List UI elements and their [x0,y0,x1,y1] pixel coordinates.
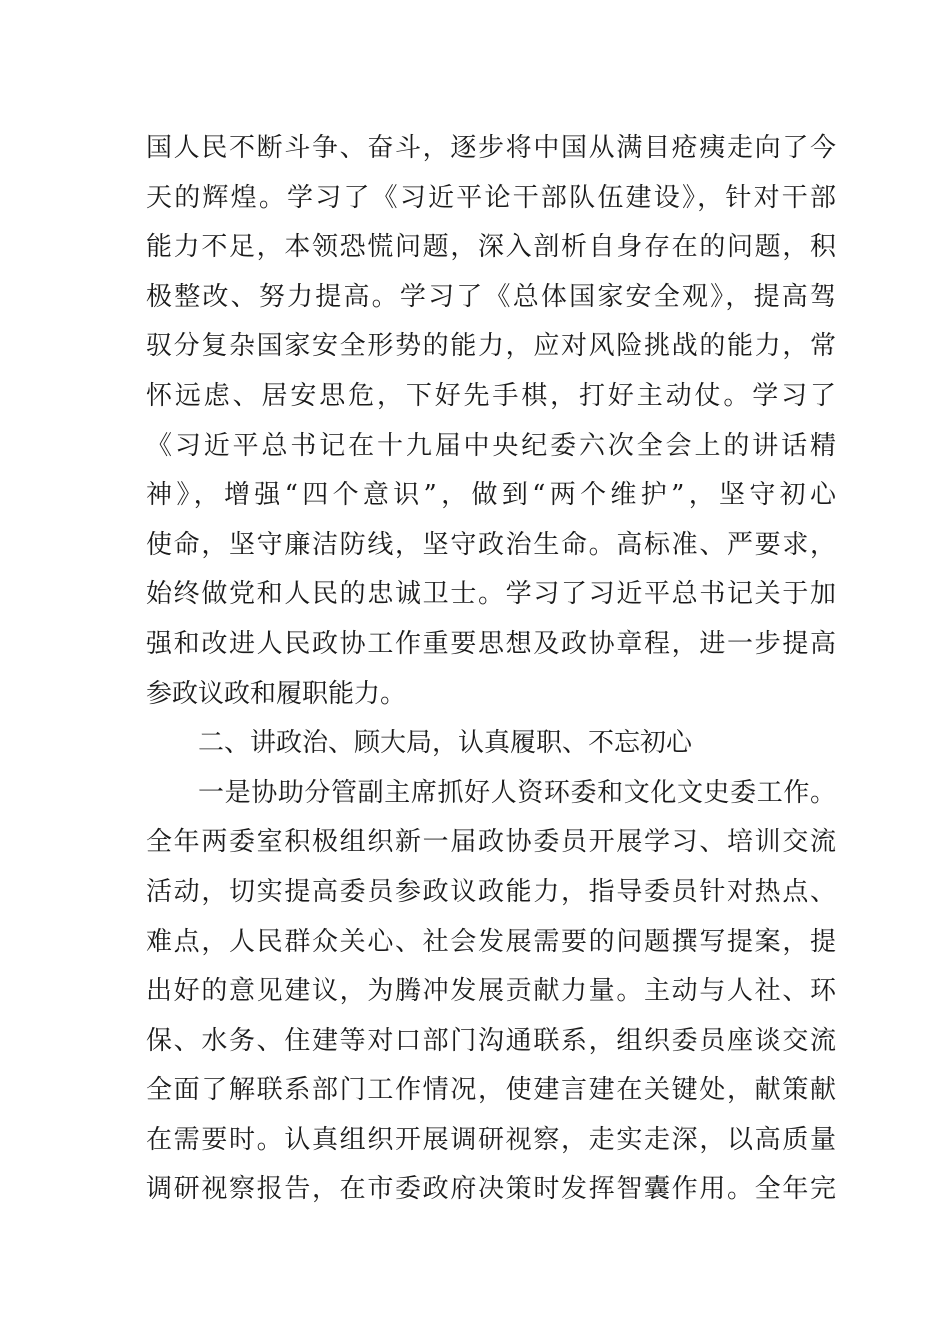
text-line: 出好的意见建议，为腾冲发展贡献力量。主动与人社、环 [146,976,836,1007]
text-line: 全年两委室积极组织新一届政协委员开展学习、培训交流 [146,827,836,858]
text-line: 强和改进人民政协工作重要思想及政协章程，进一步提高 [146,628,836,659]
text-line: 极整改、努力提高。学习了《总体国家安全观》，提高驾 [146,281,836,312]
text-line: 天的辉煌。学习了《习近平论干部队伍建设》，针对干部 [146,182,836,213]
text-line: 二、讲政治、顾大局，认真履职、不忘初心 [198,728,693,759]
text-line: 难点，人民群众关心、社会发展需要的问题撰写提案，提 [146,926,836,957]
text-line: 活动，切实提高委员参政议政能力，指导委员针对热点、 [146,876,836,907]
document-body [146,124,836,1215]
text-line: 调研视察报告，在市委政府决策时发挥智囊作用。全年完 [146,1174,836,1205]
text-line: 神》，增强“四个意识”，做到“两个维护”，坚守初心 [146,480,836,511]
text-line: 始终做党和人民的忠诚卫士。学习了习近平总书记关于加 [146,579,836,610]
text-line: 在需要时。认真组织开展调研视察，走实走深，以高质量 [146,1124,836,1155]
text-line: 全面了解联系部门工作情况，使建言建在关键处，献策献 [146,1075,836,1106]
text-line: 使命，坚守廉洁防线，坚守政治生命。高标准、严要求， [146,529,836,560]
text-line: 国人民不断斗争、奋斗，逐步将中国从满目疮痍走向了今 [146,133,836,163]
text-line: 驭分复杂国家安全形势的能力，应对风险挑战的能力，常 [146,331,836,362]
text-line: 怀远虑、居安思危，下好先手棋，打好主动仗。学习了 [146,380,836,411]
text-line: 保、水务、住建等对口部门沟通联系，组织委员座谈交流 [146,1025,836,1056]
text-line: 参政议政和履职能力。 [146,678,407,709]
text-line: 《习近平总书记在十九届中央纪委六次全会上的讲话精 [146,430,836,461]
text-line: 一是协助分管副主席抓好人资环委和文化文史委工作。 [198,777,836,808]
text-line: 能力不足，本领恐慌问题，深入剖析自身存在的问题，积 [146,232,836,263]
